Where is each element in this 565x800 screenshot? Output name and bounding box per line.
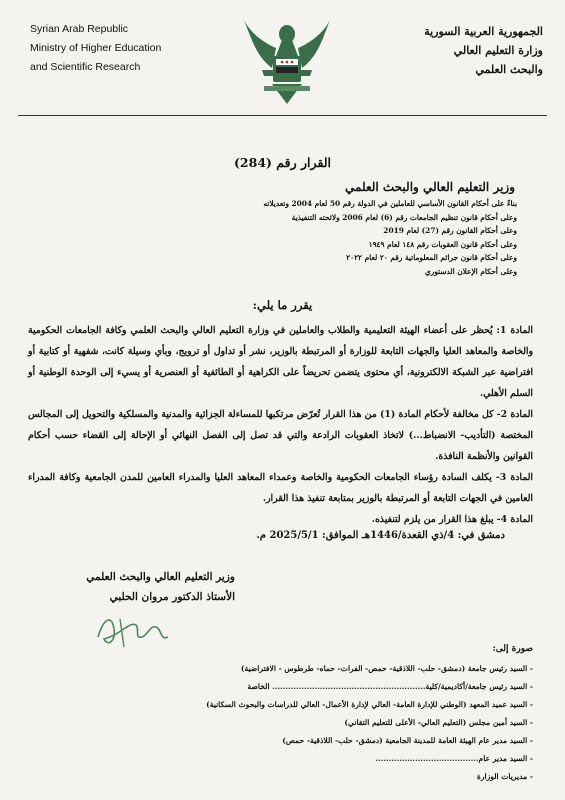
minister-title: وزير التعليم العالي والبحث العلمي [345,180,515,194]
article-4: المادة 4- يبلغ هذا القرار من يلزم لتنفيذه. [371,514,533,525]
english-line-2: Ministry of Higher Education [30,42,162,54]
copy-item: - مديريات الوزارة [93,768,533,786]
legal-basis [97,197,517,278]
basis-line: وعلى أحكام قانون العقوبات رقم ١٤٨ لعام ١٩٤٩ [368,239,517,249]
copies-list [93,640,533,786]
decides-heading: يقرر ما يلي: [252,298,313,312]
copy-item: - السيد رئيس جامعة (دمشق- حلب- اللاذقية- حمص- الفرات- حماه- طرطوس - الافتراضية) [93,660,533,678]
arabic-line-2: وزارة التعليم العالي [453,44,543,57]
signature-name: الأستاذ الدكتور مروان الحلبي [109,591,235,603]
decision-title: القرار رقم (284) [234,155,331,170]
signature-title: وزير التعليم العالي والبحث العلمي [86,571,235,583]
copy-item: - السيد رئيس جامعة/أكاديمية/كلية.......................................................... الخاصة [93,678,533,696]
basis-line: وعلى أحكام قانون جرائم المعلوماتية رقم ٢٠ لعام ٢٠٢٢ [346,253,517,262]
header-divider [18,115,547,116]
copy-item: - السيد عميد المعهد (الوطني للإدارة العامة- العالي لإدارة الأعمال- العالي للدراسات والبحوث السكانية) [93,696,533,714]
english-line-1: Syrian Arab Republic [30,23,129,35]
basis-line: بناءً على أحكام القانون الأساسي للعاملين في الدولة رقم 50 لعام 2004 وتعديلاته [263,199,517,208]
basis-line: وعلى أحكام القانون رقم (27) لعام 2019 [383,226,517,235]
copies-label: صورة إلى: [492,644,533,654]
copy-item: - السيد مدير عام....................................... [93,750,533,768]
copy-item: - السيد مدير عام الهيئة العامة للمدينة الجامعية (دمشق- حلب- اللاذقية- حمص) [93,732,533,750]
basis-line: وعلى أحكام الإعلان الدستوري [424,266,517,276]
basis-line: وعلى أحكام قانون تنظيم الجامعات رقم (6) لعام 2006 ولائحته التنفيذية [291,212,517,222]
header-arabic [383,22,543,79]
article-1: المادة 1: يُحظر على أعضاء الهيئة التعليمية والطلاب والعاملين في وزارة التعليم العالي والبحث العلمي وكافة الجامعات الحكومية والخاصة والمعاهد العليا والجهات التابعة للوزارة أو المرتبطة بالوزير، نشر أو تداول أو ترويج، وبأي وسيلة كانت، شفهية أو كتابية أو افتراضية عبر الشبكة الالكترونية، أي محتوى يتضمن تحريضاً على الكراهية أو الطائفية أو العنصرية أو يسيء إلى الوحدة الوطنية أو السلم الأهلي. [28,325,533,399]
eagle-emblem-icon [242,12,332,110]
signature-block [75,567,235,607]
article-3: المادة 3- يكلف السادة رؤساء الجامعات الحكومية والخاصة وعمداء المعاهد العليا والمدراء العامين للمدن الجامعية وكافة المدراء العامين في الجهات التابعة أو المرتبطة بالوزير بمتابعة تنفيذ هذا القرار. [28,472,533,504]
date-line: دمشق في: 4/ذي القعدة/1446هـ الموافق: 2025/5/1 م. [256,530,505,541]
english-line-3: and Scientific Research [30,61,141,73]
article-2: المادة 2- كل مخالفة لأحكام المادة (1) من هذا القرار تُعرّض مرتكبها للمساءلة الجزائية والمدنية والمسلكية والتحويل إلى المجالس المختصة (التأديب- الانضباط...) لاتخاذ العقوبات الرادعة والتي قد تصل إلى الفصل النهائي أو الإحالة إلى القضاء حسب أحكام القوانين والأنظمة النافذة. [28,409,534,462]
arabic-line-1: الجمهورية العربية السورية [424,25,543,38]
articles [28,320,533,530]
arabic-line-3: والبحث العلمي [475,63,543,76]
copy-item: - السيد أمين مجلس (التعليم العالي- الأعلى للتعليم التقاني) [93,714,533,732]
header-english [30,20,220,77]
